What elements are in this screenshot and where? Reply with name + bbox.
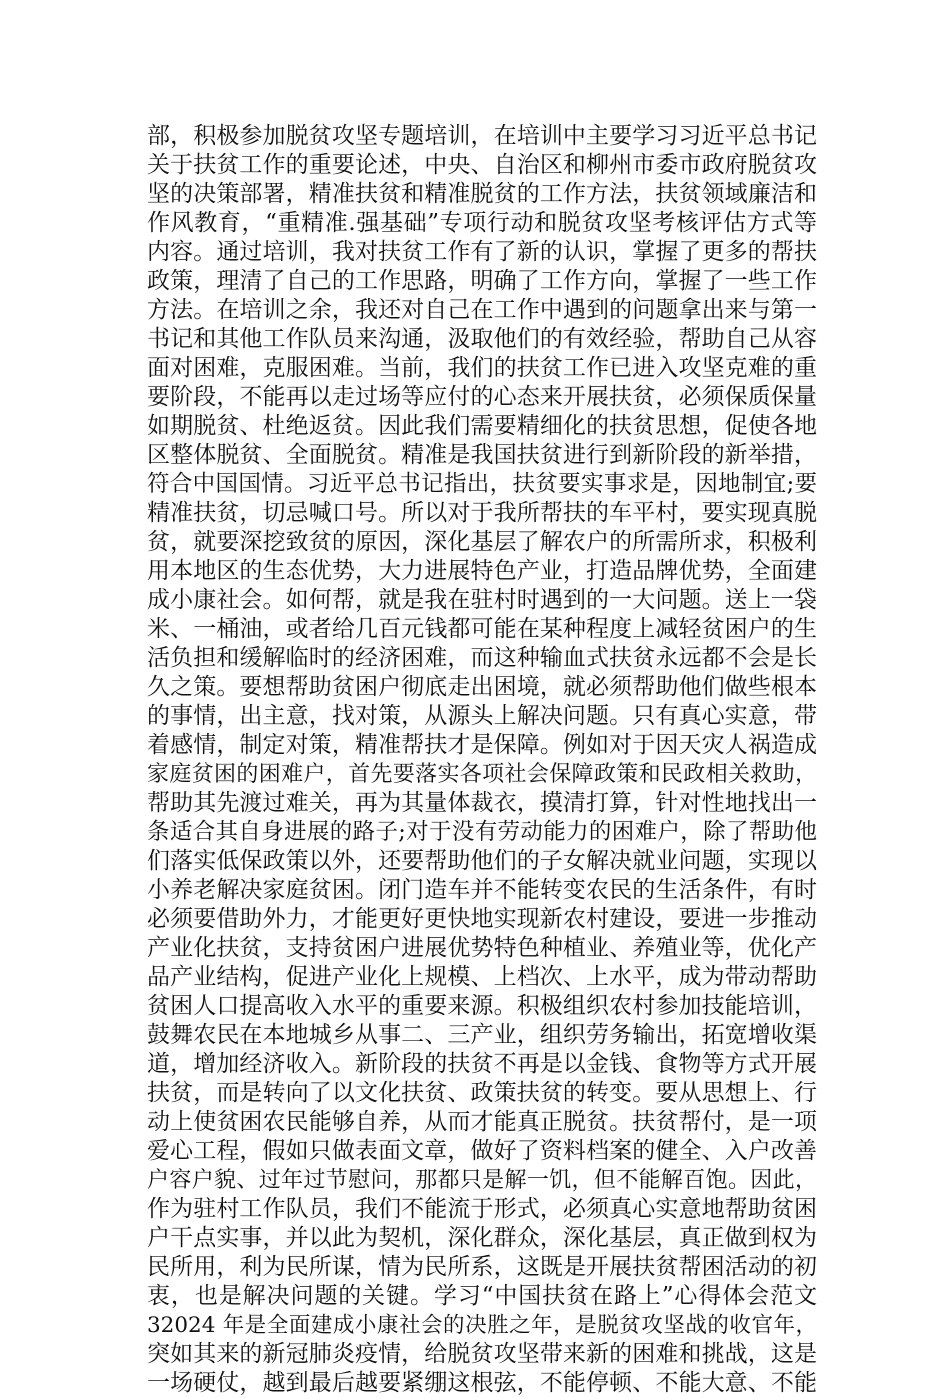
- text-line: 久之策。要想帮助贫困户彻底走出困境，就必须帮助他们做些根本: [147, 674, 817, 700]
- text-line: 帮助其先渡过难关，再为其量体裁衣，摸清打算，针对性地找出一: [147, 790, 817, 816]
- text-line: 必须要借助外力，才能更好更快地实现新农村建设，要进一步推动: [147, 906, 817, 932]
- text-line: 要阶段，不能再以走过场等应付的心态来开展扶贫，必须保质保量: [147, 384, 817, 410]
- text-line: 家庭贫困的困难户，首先要落实各项社会保障政策和民政相关救助，: [147, 762, 817, 787]
- text-line: 米、一桶油，或者给几百元钱都可能在某种程度上减轻贫困户的生: [147, 616, 817, 642]
- text-line: 道，增加经济收入。新阶段的扶贫不再是以金钱、食物等方式开展: [147, 1051, 817, 1077]
- text-line: 一场硬仗，越到最后越要紧绷这根弦，不能停顿、不能大意、不能: [147, 1370, 817, 1396]
- text-line: 们落实低保政策以外，还要帮助他们的子女解决就业问题，实现以: [147, 848, 817, 874]
- text-line: 民所用，利为民所谋，情为民所系，这既是开展扶贫帮困活动的初: [147, 1254, 817, 1280]
- text-line: 区整体脱贫、全面脱贫。精准是我国扶贫进行到新阶段的新举措，: [147, 442, 817, 468]
- text-line: 衷，也是解决问题的关键。学习“中国扶贫在路上”心得体会范文: [147, 1283, 817, 1309]
- text-line: 动上使贫困农民能够自养，从而才能真正脱贫。扶贫帮付，是一项: [147, 1109, 817, 1135]
- text-line: 内容。通过培训，我对扶贫工作有了新的认识，掌握了更多的帮扶: [147, 239, 817, 265]
- text-line: 政策，理清了自己的工作思路，明确了工作方向，掌握了一些工作: [147, 268, 817, 294]
- text-line: 书记和其他工作队员来沟通，汲取他们的有效经验，帮助自己从容: [147, 326, 817, 352]
- text-line: 扶贫，而是转向了以文化扶贫、政策扶贫的转变。要从思想上、行: [147, 1080, 817, 1106]
- text-line: 如期脱贫、杜绝返贫。因此我们需要精细化的扶贫思想，促使各地: [147, 413, 817, 439]
- text-line: 贫困人口提高收入水平的重要来源。积极组织农村参加技能培训，: [147, 993, 817, 1019]
- text-line: 关于扶贫工作的重要论述，中央、自治区和柳州市委市政府脱贫攻: [147, 152, 817, 178]
- text-line: 突如其来的新冠肺炎疫情，给脱贫攻坚带来新的困难和挑战，这是: [147, 1341, 817, 1367]
- text-line: 32024 年是全面建成小康社会的决胜之年，是脱贫攻坚战的收官年，: [147, 1313, 817, 1338]
- text-line: 部，积极参加脱贫攻坚专题培训，在培训中主要学习习近平总书记: [147, 123, 817, 149]
- text-line: 贫，就要深挖致贫的原因，深化基层了解农户的所需所求，积极利: [147, 529, 817, 555]
- text-line: 产业化扶贫，支持贫困户进展优势特色种植业、养殖业等，优化产: [147, 935, 817, 961]
- text-line: 符合中国国情。习近平总书记指出，扶贫要实事求是，因地制宜;要: [147, 471, 817, 497]
- text-line: 条适合其自身进展的路子;对于没有劳动能力的困难户，除了帮助他: [147, 819, 817, 845]
- text-line: 爱心工程，假如只做表面文章，做好了资料档案的健全、入户改善: [147, 1138, 817, 1164]
- text-line: 面对困难，克服困难。当前，我们的扶贫工作已进入攻坚克难的重: [147, 355, 817, 381]
- text-line: 精准扶贫，切忌喊口号。所以对于我所帮扶的车平村，要实现真脱: [147, 500, 817, 526]
- text-line: 户干点实事，并以此为契机，深化群众，深化基层，真正做到权为: [147, 1225, 817, 1251]
- text-line: 品产业结构，促进产业化上规模、上档次、上水平，成为带动帮助: [147, 964, 817, 990]
- text-line: 作风教育，“重精准.强基础”专项行动和脱贫攻坚考核评估方式等: [147, 210, 817, 236]
- text-line: 方法。在培训之余，我还对自己在工作中遇到的问题拿出来与第一: [147, 297, 817, 323]
- text-line: 成小康社会。如何帮，就是我在驻村时遇到的一大问题。送上一袋: [147, 587, 817, 613]
- text-line: 活负担和缓解临时的经济困难，而这种输血式扶贫永远都不会是长: [147, 645, 817, 671]
- text-line: 坚的决策部署，精准扶贫和精准脱贫的工作方法，扶贫领域廉洁和: [147, 181, 817, 207]
- text-line: 户容户貌、过年过节慰问，那都只是解一饥，但不能解百饱。因此，: [147, 1168, 817, 1193]
- text-line: 鼓舞农民在本地城乡从事二、三产业，组织劳务输出，拓宽增收渠: [147, 1022, 817, 1048]
- text-line: 着感情，制定对策，精准帮扶才是保障。例如对于因天灾人祸造成: [147, 732, 817, 758]
- text-line: 的事情，出主意，找对策，从源头上解决问题。只有真心实意，带: [147, 703, 817, 729]
- body-paragraph: [147, 122, 817, 1398]
- text-line: 作为驻村工作队员，我们不能流于形式，必须真心实意地帮助贫困: [147, 1196, 817, 1222]
- text-line: 小养老解决家庭贫困。闭门造车并不能转变农民的生活条件，有时: [147, 877, 817, 903]
- text-line: 用本地区的生态优势，大力进展特色产业，打造品牌优势，全面建: [147, 558, 817, 584]
